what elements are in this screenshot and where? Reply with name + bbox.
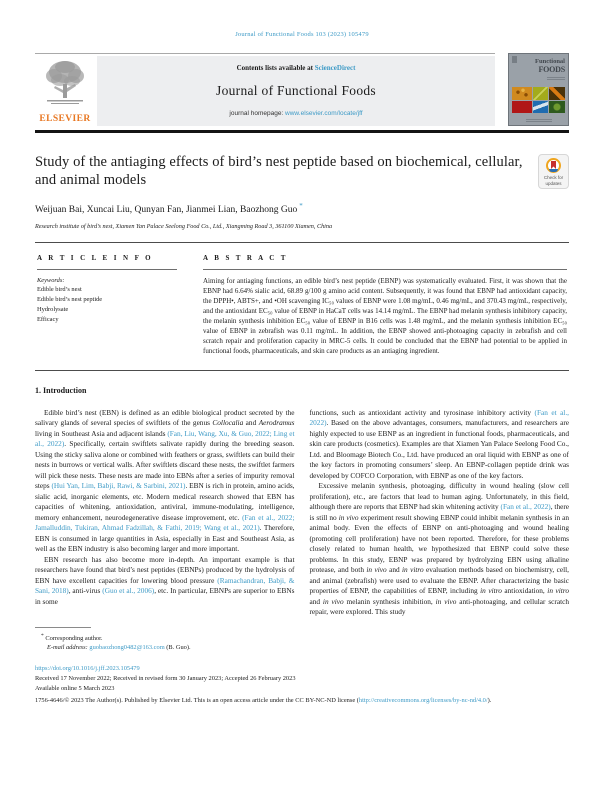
cover-title bbox=[512, 59, 565, 74]
text-segment: in vitro bbox=[402, 565, 424, 575]
cover-mosaic-tile bbox=[533, 87, 549, 100]
keywords-label: Keywords: bbox=[37, 276, 65, 284]
citation-link[interactable]: (Fan et al., 2022) bbox=[500, 502, 551, 512]
doi-link[interactable]: https://doi.org/10.1016/j.jff.2023.105479 bbox=[35, 664, 140, 672]
keywords-list bbox=[37, 285, 177, 325]
cover-mosaic bbox=[512, 87, 565, 113]
text-segment: . EBN is rich in protein, amino acids, sialic acid, inorganic elements, etc. Modern medical research showed that EBN has capacities of whitening, antioxidation, antiviral, immune-modulating, intelligence, memory enhancement, neurodegenerative disease improvement, etc. bbox=[35, 481, 295, 522]
cover-mosaic-tile bbox=[533, 101, 549, 114]
text-segment: in vivo bbox=[366, 565, 387, 575]
article-info-abstract-section bbox=[35, 242, 569, 371]
intro-paragraph bbox=[310, 481, 570, 618]
copyright-line bbox=[35, 696, 569, 706]
homepage-line bbox=[229, 110, 362, 117]
cover-mosaic-tile bbox=[512, 101, 532, 114]
check-for-updates-badge[interactable] bbox=[538, 154, 569, 189]
corresponding-author-footnote bbox=[35, 627, 295, 653]
keyword-item: Edible bird’s nest bbox=[37, 286, 82, 294]
copyright-text: 1756-4646/© 2023 The Author(s). Published by Elsevier Ltd. This is an open access article under the CC BY-NC-ND license ( bbox=[35, 696, 359, 704]
abstract-heading: A B S T R A C T bbox=[203, 253, 288, 262]
citation-link[interactable]: (Fan, Liu, Wang, Xu, & Guo, 2022; Ling et al., 2022) bbox=[35, 428, 295, 449]
sciencedirect-link[interactable]: ScienceDirect bbox=[314, 64, 356, 72]
journal-reference-line: Journal of Functional Foods 103 (2023) 105479 bbox=[235, 31, 369, 38]
author-list bbox=[35, 202, 569, 215]
text-segment: . Specifically, certain swiftlets salivate rapidly during the breeding season. Using the sticky saliva alone or combined with feathers or grass, swiftlets can build their nests in burrows or vertical walls. After swiftlets discard these nests, the swiftlet farmers will pick these nests. These nests are made into EBNs after a series of impurity removal steps bbox=[35, 439, 295, 491]
text-segment: experiment result showing EBNP could inhibit melanin synthesis in an animal body. Even the effects of EBNP on anti-photoaging and wound healing (promoting cell proliferation) have not been reported. Therefore, for these problems closely related to human health, we hypothesized that EBNP could solve these problems. In this study, EBNP was prepared by hydrolyzing EBN using alkaline protease, and both bbox=[309, 512, 570, 575]
intro-paragraph bbox=[310, 408, 570, 482]
text-segment: anti-photoaging, and cellular scratch repair, were explored. This study bbox=[309, 596, 569, 617]
cover-mosaic-tile bbox=[512, 87, 532, 100]
text-segment: melanin synthesis inhibition, bbox=[343, 596, 436, 606]
text-segment: in vivo bbox=[435, 596, 457, 606]
masthead-divider bbox=[35, 130, 569, 133]
cover-subtitle-lines bbox=[512, 77, 565, 80]
text-segment: , anti-virus bbox=[68, 586, 103, 596]
contents-prefix: Contents lists available at bbox=[236, 64, 315, 72]
email-suffix: (B. Guo). bbox=[164, 644, 191, 652]
text-segment: , etc. In particular, EBNPs are superior to EBNs in some bbox=[35, 586, 295, 606]
text-segment: and bbox=[309, 596, 323, 606]
text-segment: in vitro bbox=[547, 586, 570, 596]
elsevier-logo[interactable] bbox=[35, 56, 97, 127]
body-column-right bbox=[310, 408, 570, 618]
footnote-rule bbox=[35, 627, 91, 628]
text-segment: Edible bird’s nest (EBN) is defined as an edible biological product secreted by the salivary glands of several species of swiftlets of the genus bbox=[35, 407, 295, 428]
cover-mosaic-tile bbox=[549, 87, 565, 100]
body-columns bbox=[35, 408, 569, 618]
cover-title-top: Functional bbox=[535, 58, 565, 65]
footnote-marker: * bbox=[41, 632, 44, 639]
text-segment: . Based on the above advantages, consumers, manufacturers, and researchers are highly expected to use EBNP as an ingredient in functional foods, pharmaceuticals, and skin care products (cosmetics). Examples are that Xiamen Yan Palace Seelong Food Co., Ltd. and Bloomage Biotech Co., Ltd. have produced an oral liquid with EBNP as one of the key factors in promoting consumers’ sleep. An EBNP-collagen peptide drink was developed by COFCO Corporation, with EBNP as one of the key factors. bbox=[309, 418, 569, 480]
article-info-heading: A R T I C L E I N F O bbox=[37, 253, 154, 262]
corresponding-author-marker[interactable]: * bbox=[299, 202, 303, 211]
text-segment: in vivo bbox=[322, 596, 344, 606]
available-online: Available online 5 March 2023 bbox=[35, 685, 115, 693]
text-segment: and bbox=[243, 418, 259, 428]
cc-license-link[interactable]: http://creativecommons.org/licenses/by-nc-nd/4.0/ bbox=[358, 696, 488, 704]
text-segment: in vivo bbox=[338, 512, 359, 522]
section-heading-introduction: 1. Introduction bbox=[35, 385, 87, 395]
affiliation: Research institute of bird’s nest, Xiamen Yan Palace Seelong Food Co., Ltd., Xiangming Road 3, 361100 Xiamen, China bbox=[35, 222, 333, 230]
citation-link[interactable]: (Fan et al., 2022) bbox=[309, 407, 569, 428]
citation-link[interactable]: (Fan et al., 2022; Jamalluddin, Tukiran, Ahmad Fadzillah, & Fathi, 2019; Wang et al., 2021) bbox=[35, 512, 295, 533]
cover-mosaic-tile bbox=[549, 101, 565, 114]
article-footer bbox=[35, 664, 569, 706]
intro-paragraph bbox=[35, 555, 295, 608]
text-segment: and bbox=[386, 565, 403, 575]
email-link[interactable]: guobaozhong0482@163.com bbox=[89, 644, 165, 652]
email-label: E-mail address: bbox=[47, 644, 90, 652]
text-segment: living in Southeast Asia and adjacent islands bbox=[35, 428, 168, 438]
author-names[interactable]: Weijuan Bai, Xuncai Liu, Qunyan Fan, Jianmei Lian, Baozhong Guo bbox=[35, 205, 298, 216]
text-segment: in vitro bbox=[480, 586, 502, 596]
citation-link[interactable]: (Ramachandran, Babji, & Sani, 2018) bbox=[35, 575, 295, 596]
heading-rule bbox=[37, 269, 177, 270]
article-title: Study of the antiaging effects of bird’s nest peptide based on biochemical, cellular, and animal models bbox=[35, 154, 523, 188]
text-segment: evaluation methods based on biochemistry, cell, and animal (zebrafish) were used to evaluate the EBNP. After characterizing the basic properties of EBNP, the capabilities of EBNP, including bbox=[309, 565, 569, 596]
received-dates: Received 17 November 2022; Received in revised form 30 January 2023; Accepted 26 February 2023 bbox=[35, 675, 296, 683]
text-segment: Collocalia bbox=[212, 418, 244, 428]
text-segment: Aerodramus bbox=[258, 418, 295, 428]
crossmark-icon bbox=[546, 158, 561, 173]
text-segment: , there is still no bbox=[309, 502, 570, 522]
check-updates-label: Check for updates bbox=[543, 175, 564, 186]
cover-footer-lines bbox=[509, 118, 568, 122]
keywords-block bbox=[37, 276, 177, 326]
journal-masthead bbox=[35, 53, 569, 127]
citation-link[interactable]: (Hui Yan, Lim, Babji, Rawi, & Sarbini, 2021) bbox=[51, 481, 186, 491]
text-segment: functions, such as antioxidant activity and tyrosinase inhibitory activity bbox=[309, 407, 535, 417]
abstract-text: Aiming for antiaging functions, an edible bird’s nest peptide (EBNP) was systematically evaluated. First, it was shown that the EBNP had 6.64% sialic acid, 68.89 g/100 g amino acid content. Subsequently, it was found that EBNP had antioxidant capacity, the DPPH•, ABTS+, and •OH scavenging IC₅₀ values of EBNP were 1.08 mg/mL, 0.46 mg/mL, and 370.43 mg/mL, respectively, and the antioxidant EC₅₀ value of EBNP in HaCaT cells was 14.14 mg/mL. The EBNP had melanin synthesis inhibitory capacity, the melanin synthesis inhibition EC₅₀ value of EBNP in B16 cells was 1.48 mg/mL, and the melanin synthesis inhibition EC₅₀ value of EBNP in zebrafish was 0.11 mg/mL. In addition, the EBNP showed anti-photoaging capacity in zebrafish and cell scratch repair and proliferation capacity in MRC-5 cells. It could be concluded that the EBNP had potential to be applied in functional foods, pharmaceuticals, and skin care products as an antiaging ingredient. bbox=[203, 276, 567, 355]
intro-paragraph bbox=[35, 408, 295, 555]
journal-cover-thumbnail[interactable] bbox=[508, 53, 569, 126]
text-segment: Excessive melanin synthesis, photoaging, difficulty in wound healing (slow cell proliferation), etc., are factors that lead to human aging. Unfortunately, in this field, although there are reports that EBNP had skin whitening activity bbox=[309, 481, 569, 512]
citation-link[interactable]: (Guo et al., 2006) bbox=[102, 586, 155, 596]
journal-banner bbox=[97, 56, 495, 126]
elsevier-wordmark: ELSEVIER bbox=[39, 114, 91, 124]
body-column-left bbox=[35, 408, 295, 618]
keyword-item: Edible bird’s nest peptide bbox=[37, 296, 103, 304]
elsevier-tree-icon bbox=[43, 58, 87, 113]
cover-title-bottom: FOODS bbox=[538, 64, 565, 74]
heading-rule bbox=[203, 269, 567, 270]
homepage-prefix: journal homepage: bbox=[229, 110, 286, 117]
cover-elsevier-mark-icon bbox=[512, 56, 517, 63]
keyword-item: Efficacy bbox=[37, 316, 59, 324]
homepage-url-link[interactable]: www.elsevier.com/locate/jff bbox=[285, 110, 363, 117]
footnote-text: Corresponding author. bbox=[43, 634, 103, 642]
text-segment: EBN research has also become more in-depth. An important example is that researchers have found that bird’s nest peptides (EBNPs) produced by the hydrolysis of EBN have excellent capacities for lowering blood pressure bbox=[35, 554, 295, 585]
keyword-item: Hydrolysate bbox=[37, 306, 69, 314]
contents-list-line bbox=[237, 64, 356, 72]
text-segment: . Therefore, EBN is consumed in large quantities in Asia, especially in East and Southeast Asia, as well as the EBN industry is also becoming larger and more important. bbox=[35, 523, 295, 554]
journal-title: Journal of Functional Foods bbox=[216, 83, 376, 98]
text-segment: antioxidation, bbox=[501, 586, 548, 596]
copyright-text-end: ). bbox=[487, 696, 492, 704]
